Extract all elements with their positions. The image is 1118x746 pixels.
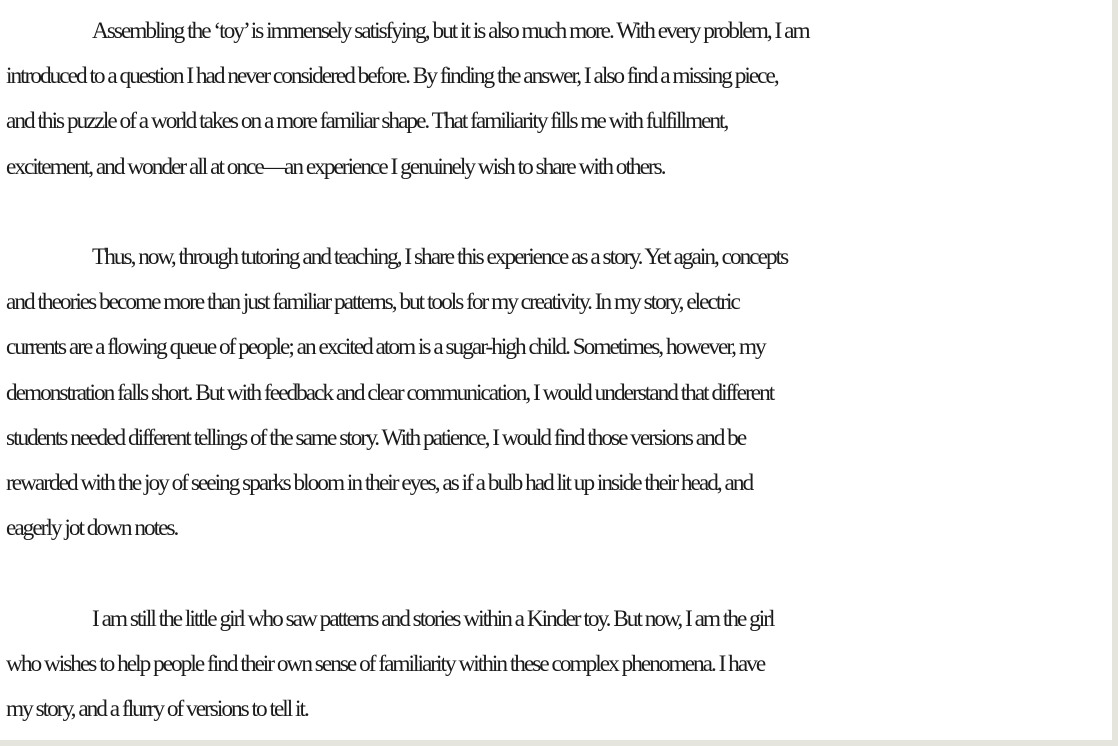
document-body — [6, 9, 1112, 732]
paragraph-line: who wishes to help people find their own sense of familiarity within these complex phenomena. I have — [6, 650, 765, 677]
paragraph-line: demonstration falls short. But with feedback and clear communication, I would understand that different — [6, 379, 774, 406]
paragraph-line: and this puzzle of a world takes on a more familiar shape. That familiarity fills me with fulfillment, — [6, 108, 728, 135]
paragraph-line: excitement, and wonder all at once—an experience I genuinely wish to share with others. — [6, 153, 665, 180]
paragraph-line: currents are a flowing queue of people; an excited atom is a sugar-high child. Sometimes, however, my — [6, 334, 765, 361]
paragraph-line: my story, and a flurry of versions to tell it. — [6, 696, 308, 723]
paragraph-line: Thus, now, through tutoring and teaching, I share this experience as a story. Yet again, concepts — [92, 244, 788, 270]
paragraph-line: and theories become more than just familiar patterns, but tools for my creativity. In my story, electric — [6, 289, 739, 316]
paragraph — [6, 9, 1112, 190]
paragraph-line: eagerly jot down notes. — [6, 515, 178, 542]
paragraph-line: rewarded with the joy of seeing sparks bloom in their eyes, as if a bulb had lit up inside their head, and — [6, 470, 753, 497]
paragraph-line: Assembling the ‘toy’ is immensely satisfying, but it is also much more. With every problem, I am — [92, 18, 809, 44]
page-edge-bottom — [0, 740, 1118, 746]
paragraph-line: I am still the little girl who saw patterns and stories within a Kinder toy. But now, I am the girl — [92, 605, 774, 632]
page-edge-right — [1112, 0, 1118, 746]
paragraph-line: students needed different tellings of the same story. With patience, I would find those versions and be — [6, 424, 746, 451]
paragraph-line: introduced to a question I had never considered before. By finding the answer, I also find a missing piece, — [6, 63, 778, 90]
paragraph — [6, 235, 1112, 551]
paragraph — [6, 597, 1112, 733]
